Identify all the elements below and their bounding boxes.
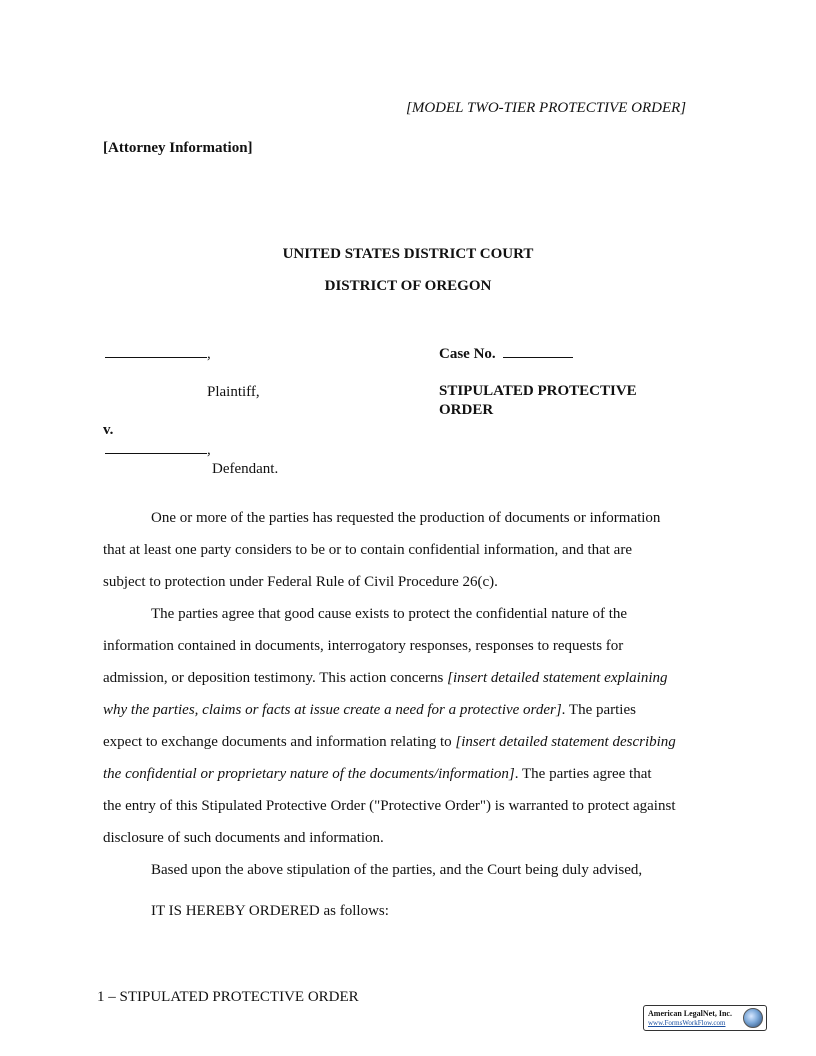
paragraph-1-line-2: that at least one party considers to be or to contain confidential information, and that are: [103, 542, 632, 558]
case-number: [439, 346, 573, 363]
plaintiff-blank: [105, 356, 207, 358]
paragraph-2-line-7: the entry of this Stipulated Protective Order ("Protective Order") is warranted to protect against: [103, 798, 676, 814]
defendant-blank: [105, 452, 207, 454]
document-title-line2: ORDER: [439, 402, 494, 418]
attorney-information: [Attorney Information]: [103, 140, 253, 156]
court-district: DISTRICT OF OREGON: [324, 278, 492, 294]
case-number-label: Case No.: [439, 346, 496, 362]
paragraph-2-line-4-text: . The parties: [561, 702, 636, 718]
plaintiff-name-line: [105, 346, 211, 363]
body-text: [103, 502, 723, 927]
globe-icon: [743, 1008, 763, 1028]
american-legalnet-logo[interactable]: [643, 1005, 767, 1031]
versus-label: v.: [103, 422, 114, 438]
logo-website-link[interactable]: www.FormsWorkFlow.com: [648, 1019, 726, 1027]
order-statement: IT IS HEREBY ORDERED as follows:: [151, 903, 389, 919]
footer-page-label: 1 – STIPULATED PROTECTIVE ORDER: [97, 989, 359, 1005]
plaintiff-label: Plaintiff,: [207, 384, 260, 400]
paragraph-2-line-4: [103, 694, 723, 726]
defendant-comma: ,: [207, 442, 211, 458]
placeholder-instruction-1b: why the parties, claims or facts at issue create a need for a protective order]: [103, 702, 562, 718]
paragraph-2-line-1: The parties agree that good cause exists to protect the confidential nature of the: [151, 606, 628, 622]
model-label: [MODEL TWO-TIER PROTECTIVE ORDER]: [406, 100, 687, 116]
logo-company-name: American LegalNet, Inc.: [648, 1009, 732, 1018]
placeholder-instruction-2b: the confidential or proprietary nature of the documents/information]: [103, 766, 515, 782]
paragraph-2-line-3-text: admission, or deposition testimony. This action concerns: [103, 670, 448, 686]
paragraph-2-line-3: [103, 662, 723, 694]
paragraph-1-line-1: One or more of the parties has requested the production of documents or information: [151, 510, 661, 526]
case-number-blank: [503, 356, 573, 358]
paragraph-2-line-2: information contained in documents, interrogatory responses, responses to requests for: [103, 638, 624, 654]
paragraph-2-line-6-text: . The parties agree that: [514, 766, 652, 782]
paragraph-2-line-5-text: expect to exchange documents and information relating to: [103, 734, 456, 750]
paragraph-1-line-3: subject to protection under Federal Rule of Civil Procedure 26(c).: [103, 574, 498, 590]
plaintiff-comma: ,: [207, 346, 211, 362]
placeholder-instruction-2a: [insert detailed statement describing: [455, 734, 676, 750]
court-name: UNITED STATES DISTRICT COURT: [282, 246, 534, 262]
paragraph-2-line-8: disclosure of such documents and information.: [103, 830, 384, 846]
defendant-name-line: [105, 442, 211, 459]
document-title-line1: STIPULATED PROTECTIVE: [439, 383, 637, 399]
defendant-label: Defendant.: [212, 461, 279, 477]
paragraph-2-line-5: [103, 726, 723, 758]
placeholder-instruction-1a: [insert detailed statement explaining: [447, 670, 668, 686]
paragraph-2-line-6: [103, 758, 723, 790]
paragraph-3: Based upon the above stipulation of the parties, and the Court being duly advised,: [151, 862, 643, 878]
